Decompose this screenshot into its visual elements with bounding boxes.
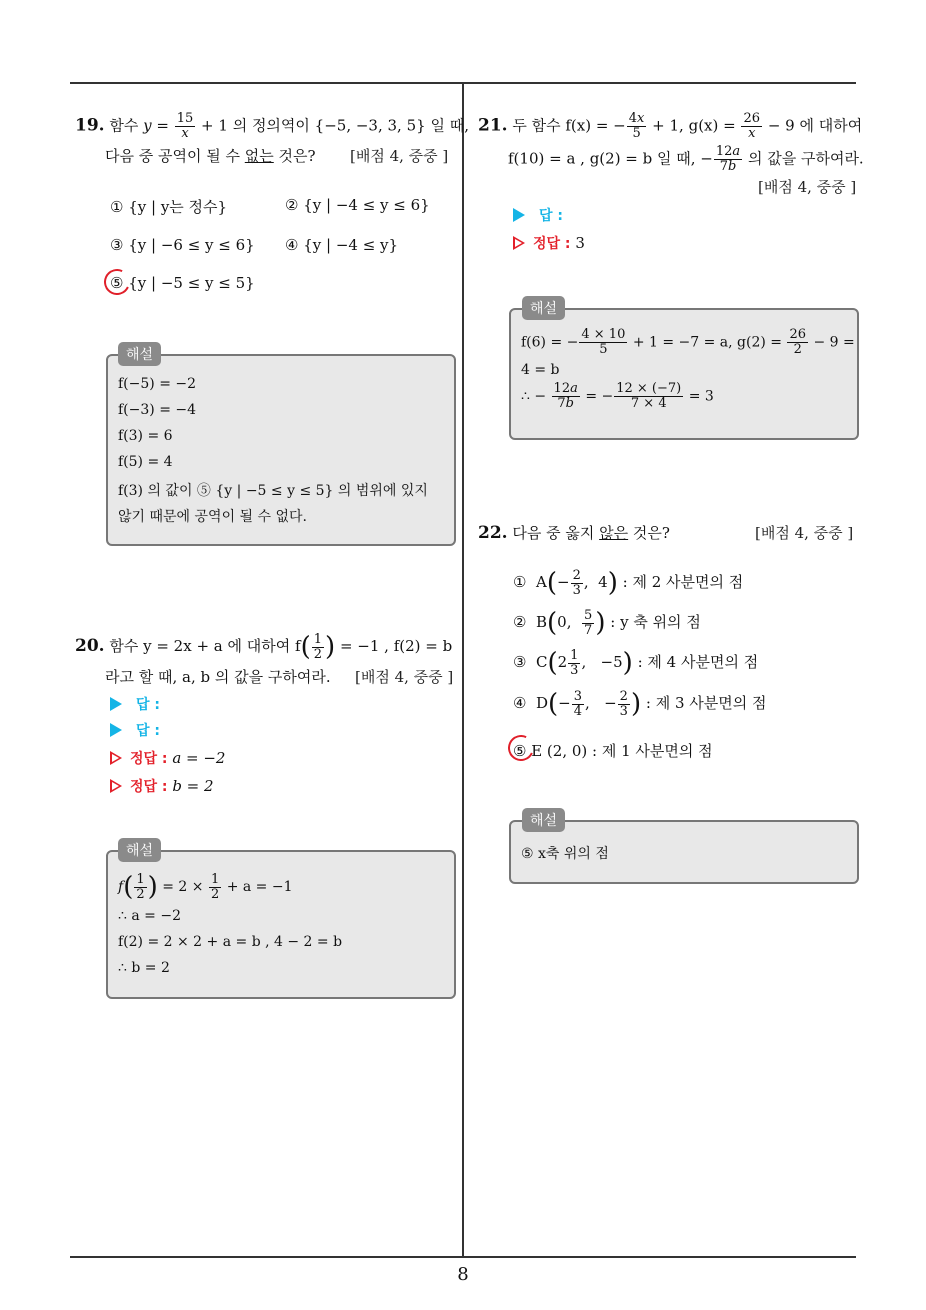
choice-4[interactable]: ④ {y | −4 ≤ y} [285, 236, 399, 254]
fraction: $\frac{1}{2}$ [210, 871, 220, 902]
fraction: $\frac{1}{2}$ [313, 631, 322, 662]
question-20-line1: 20. 함수 y = 2x + a 에 대하여 f( $\frac{1}{2}$ ) = −1 , f(2) = b [75, 631, 453, 662]
fraction: $\frac{12 \times (-7)}{7 \times 4}$ [616, 381, 682, 411]
question-text: 의 값을 구하여라. [747, 149, 864, 168]
question-text: 다음 중 공역이 될 수 [105, 147, 240, 165]
answer-field[interactable] [110, 694, 160, 714]
question-text: = −1 , f(2) = b [339, 637, 453, 655]
answer-field[interactable] [110, 720, 160, 740]
choice-3[interactable]: ③ {y | −6 ≤ y ≤ 6} [110, 236, 255, 254]
question-number: 21. [478, 115, 508, 136]
question-text: 두 함수 f(x) = − [512, 116, 626, 135]
page-number: 8 [457, 1264, 469, 1285]
underlined-word: 않은 [599, 524, 629, 542]
correct-answer [110, 776, 214, 796]
solution-line: ∴ − $\frac{12a}{7b}$ = − $\frac{12 \times (-7)}{7 \times 4}$ = 3 [521, 381, 714, 411]
choice-1[interactable]: ① A(− $\frac{2}{3}$ , 4) : 제 2 사분면의 점 [513, 567, 744, 598]
solution-line: f(3) = 6 [118, 428, 173, 444]
correct-label: 정답 : [130, 779, 168, 795]
choice-5[interactable]: ⑤ {y | −5 ≤ y ≤ 5} [110, 274, 255, 292]
question-22-line1 [478, 522, 670, 543]
fraction: $\frac{12a}{7b}$ [715, 144, 741, 174]
question-text: 함수 [109, 116, 139, 135]
question-text: + 1, g(x) = [652, 116, 736, 135]
fraction: $\frac{4 \times 10}{5}$ [581, 327, 626, 357]
fraction: $\frac{15}{x}$ [176, 111, 194, 141]
choice-1[interactable]: ① {y | y는 정수} [110, 198, 228, 216]
question-text: 함수 y = 2x + a 에 대하여 f [109, 637, 301, 655]
correct-value: 3 [575, 234, 585, 252]
fraction: $\frac{4x}{5}$ [628, 111, 645, 141]
correct-answer [110, 748, 225, 768]
question-text: 것은? [632, 524, 670, 542]
correct-value: b = 2 [172, 777, 214, 795]
choice-3[interactable]: ③ C(2 $\frac{1}{3}$ , −5) : 제 4 사분면의 점 [513, 647, 759, 678]
solution-line: 않기 때문에 공역이 될 수 없다. [118, 509, 307, 525]
correct-answer [513, 233, 585, 253]
solution-line: f(6) = − $\frac{4 \times 10}{5}$ + 1 = −7 = a, g(2) = $\frac{26}{2}$ − 9 = [521, 327, 855, 357]
underlined-word: 없는 [244, 147, 274, 165]
answer-label: 답 : [136, 723, 160, 739]
question-21-line1 [478, 112, 862, 141]
choice-2[interactable]: ② B(0, $\frac{5}{7}$ ) : y 축 위의 점 [513, 607, 701, 638]
solution-line: f(3) 의 값이 ⑤ {y | −5 ≤ y ≤ 5} 의 범위에 있지 [118, 483, 428, 499]
triangle-outline-icon [513, 236, 525, 250]
triangle-icon [110, 697, 122, 711]
question-number: 19. [75, 115, 105, 136]
column-divider [462, 83, 464, 1257]
solution-tag: 해설 [118, 838, 161, 862]
choice-4[interactable]: ④ D(− $\frac{3}{4}$ , − $\frac{2}{3}$ ) : 제 3 사분면의 점 [513, 688, 767, 719]
question-text: − 9 에 대하여 [767, 116, 863, 135]
solution-line: ∴ a = −2 [118, 908, 181, 924]
question-text: 것은? [278, 147, 316, 165]
choice-2[interactable]: ② {y | −4 ≤ y ≤ 6} [285, 196, 430, 214]
solution-line: f(−3) = −4 [118, 402, 197, 418]
solution-tag: 해설 [522, 808, 565, 832]
fraction: $\frac{26}{x}$ [743, 111, 761, 141]
question-text: 다음 중 옳지 [512, 524, 595, 542]
correct-value: a = −2 [172, 749, 226, 767]
triangle-outline-icon [110, 779, 122, 793]
answer-circle-mark [100, 265, 133, 298]
triangle-icon [513, 208, 525, 222]
solution-line: 4 = b [521, 362, 560, 378]
solution-line: ⑤ x축 위의 점 [521, 846, 609, 862]
question-number: 20. [75, 636, 105, 656]
answer-label: 답 : [136, 697, 160, 713]
question-text: f(10) = a , g(2) = b 일 때, − [508, 149, 713, 168]
choice-5[interactable]: ⑤ E (2, 0) : 제 1 사분면의 점 [513, 742, 713, 760]
correct-label: 정답 : [130, 751, 168, 767]
triangle-icon [110, 723, 122, 737]
score: [배점 4, 중중 ] [350, 147, 449, 165]
solution-line: f( $\frac{1}{2}$ ) = 2 × $\frac{1}{2}$ + a = −1 [118, 871, 293, 902]
question-19-line1: 19. 함수 y = $\frac{15}{x}$ + 1 의 정의역이 {−5, −3, 3, 5} 일 때, [75, 111, 469, 141]
solution-tag: 해설 [522, 296, 565, 320]
fraction: $\frac{1}{2}$ [136, 871, 145, 902]
score: [배점 4, 중중 ] [355, 668, 454, 686]
answer-label: 답 : [539, 208, 563, 224]
correct-label: 정답 : [533, 236, 571, 252]
score: [배점 4, 중중 ] [758, 178, 857, 196]
question-21-line2 [508, 145, 864, 174]
solution-tag: 해설 [118, 342, 161, 366]
answer-field[interactable] [513, 205, 563, 225]
question-text: 의 정의역이 {−5, −3, 3, 5} 일 때, [232, 116, 469, 135]
question-19-line2 [105, 145, 316, 166]
solution-line: f(−5) = −2 [118, 376, 197, 392]
solution-line: f(5) = 4 [118, 454, 173, 470]
fraction: $\frac{12a}{7b}$ [553, 381, 578, 411]
question-number: 22. [478, 523, 508, 543]
score: [배점 4, 중중 ] [755, 524, 854, 542]
triangle-outline-icon [110, 751, 122, 765]
question-20-line2: 라고 할 때, a, b 의 값을 구하여라. [105, 668, 331, 686]
fraction: $\frac{26}{2}$ [789, 327, 807, 357]
solution-line: f(2) = 2 × 2 + a = b , 4 − 2 = b [118, 934, 343, 950]
solution-line: ∴ b = 2 [118, 960, 170, 976]
bottom-rule [70, 1256, 856, 1258]
